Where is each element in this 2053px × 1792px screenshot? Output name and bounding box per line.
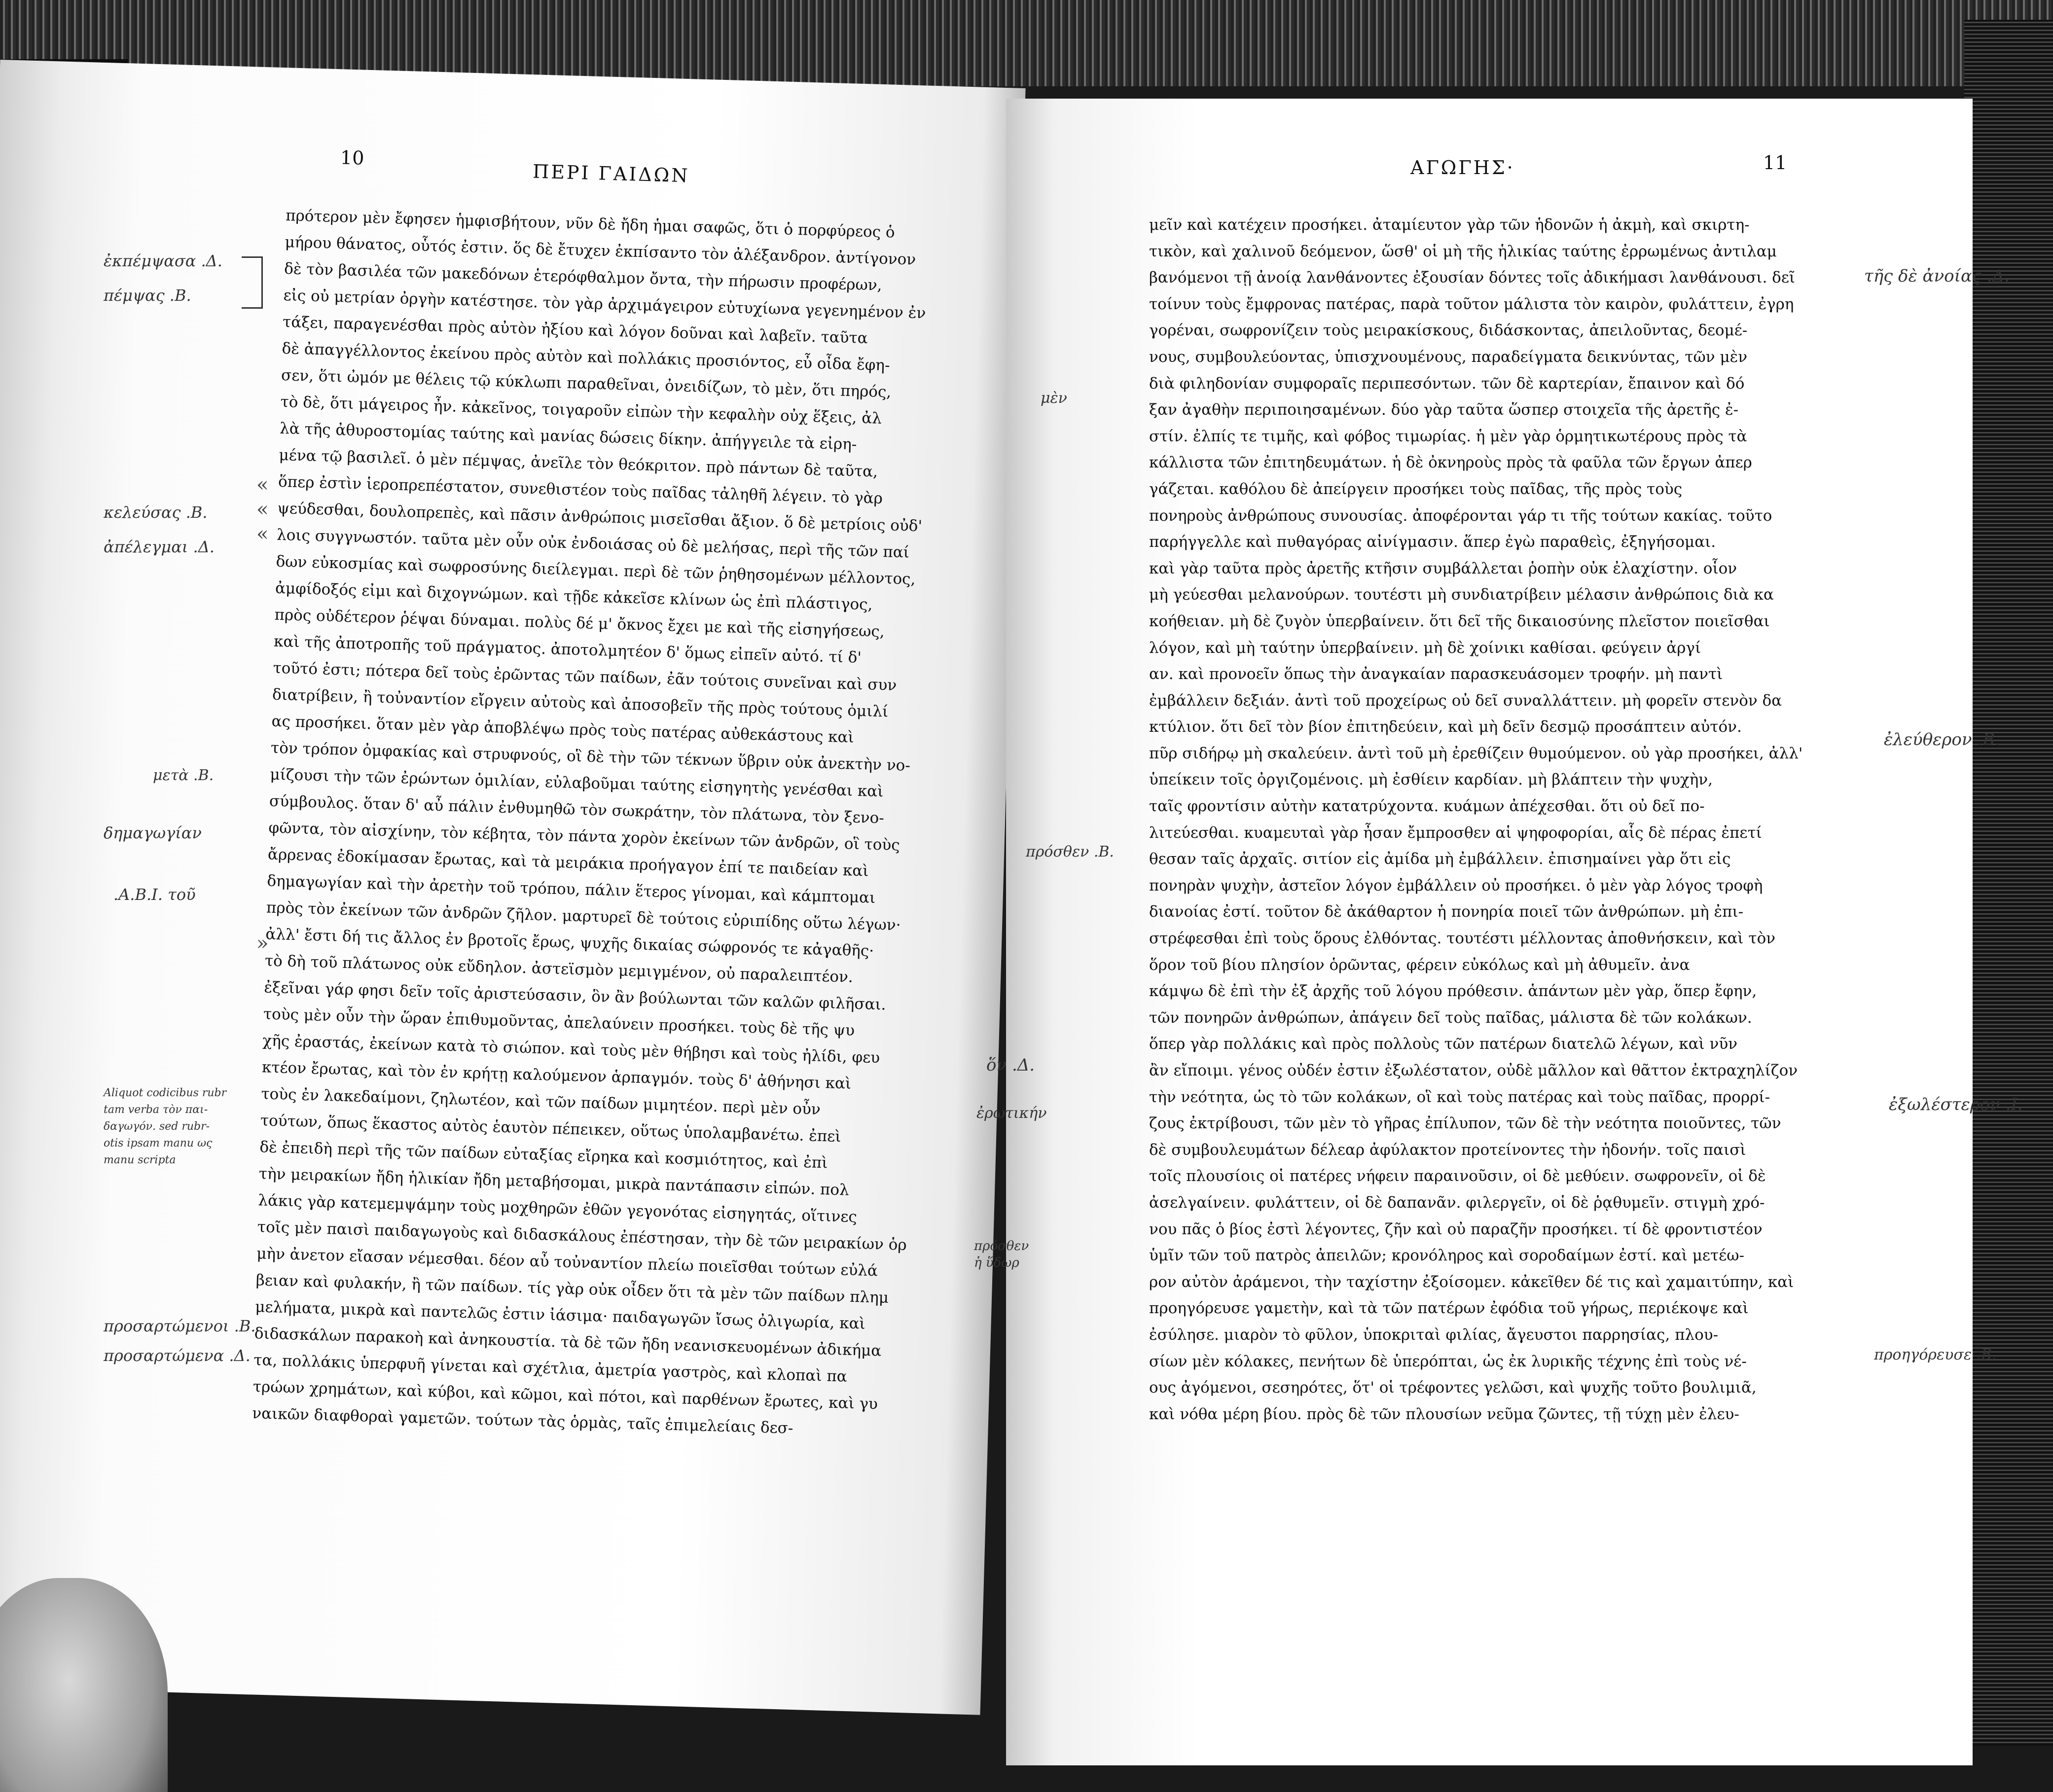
text-line: καὶ νόθα μέρη βίου. πρὸς δὲ τῶν πλουσίων νεῦμα ζῶντες, τῇ τύχῃ μὲν ἐλευ- [1149, 1405, 1739, 1423]
text-line: διὰ φιληδονίαν συμφοραῖς περιπεσόντων. τῶν δὲ καρτερίαν, ἔπαινον καὶ δό [1149, 374, 1745, 393]
margin-bracket [242, 256, 263, 309]
text-line: καὶ τῆς ἀποτροπῆς τοῦ πράγματος. ἀποτολμητέον δ' ὅμως εἰπεῖν αὐτό. τί δ' [273, 632, 862, 667]
margin-note-multiline [974, 1238, 1029, 1271]
left-folio: 10 [340, 146, 364, 169]
text-line: μὴν ἀνετον εἴασαν νέμεσθαι. δέον αὖ τοὐναντίον πλείω ποιεῖσθαι τούτων εὐλά [256, 1245, 878, 1280]
text-line: τικὸν, καὶ χαλινοῦ δεόμενον, ὥσθ' οἱ μὴ τῆς ἡλικίας ταύτης ἐρρωμένως ἀντιλαμ [1149, 242, 1777, 260]
text-line: σύμβουλος. ὅταν δ' αὖ πάλιν ἐνθυμηθῶ τὸν σωκράτην, τὸν πλάτωνα, τὸν ξενο- [269, 792, 885, 827]
margin-note-line: Aliquot codicibus rubr [104, 1087, 227, 1099]
text-line: γορέναι, σωφρονίζειν τοὺς μειρακίσκους, διδάσκοντας, ἀπειλοῦντας, δεομέ- [1149, 322, 1748, 340]
text-line: πρὸς οὐδέτερον ῥέψαι δύναμαι. πολὺς δέ μ' ὄκνος ἔχει με καὶ τῆς εἰσηγήσεως, [274, 606, 885, 641]
text-line: τοῖς μὲν παισὶ παιδαγωγοὺς καὶ διδασκάλους ἐπέστησαν, τὴν δὲ τῶν μειρακίων ὁρ [257, 1218, 907, 1254]
margin-note: .Α.Β.Ι. τοῦ [113, 885, 196, 904]
text-line: βειαν καὶ φυλακήν, ἢ τῶν παίδων. τίς γὰρ οὐκ οἶδεν ὅτι τὰ μὲν τῶν παίδων πλημ [255, 1271, 889, 1307]
text-line: ους ἀγόμενοι, σεσηρότες, ὅτ' οἱ τρέφοντες γελῶσι, καὶ ψυχῆς τοῦτο βουλιμιᾶ, [1149, 1379, 1757, 1397]
text-line: διδασκάλων παρακοὴ καὶ ἀνηκουστία. τὰ δὲ τῶν ἤδη νεανισκευομένων ἀδικήμα [254, 1325, 882, 1360]
text-line: ξαν ἀγαθὴν περιποιησαμένων. δύο γὰρ ταῦτα ὥσπερ στοιχεῖα τῆς ἀρετῆς ἐ- [1149, 401, 1739, 419]
text-line: τρώων χρημάτων, καὶ κύβοι, καὶ κῶμοι, καὶ πότοι, καὶ παρθένων ἔρωτες, καὶ γυ [252, 1378, 878, 1413]
text-line: ψεύδεσθαι, δουλοπρεπὲς, καὶ πᾶσιν ἀνθρώποις μισεῖσθαι ἄξιον. ὅ δὲ μετρίοις οὐδ' [277, 499, 923, 536]
text-line: νου πᾶς ὁ βίος ἐστὶ λέγοντες, ζῆν καὶ οὐ παραζῆν προσήκει. τί δὲ φροντιστέον [1149, 1220, 1763, 1238]
text-line: ζους ἐκτρίβουσι, τῶν μὲν τὸ γῆρας ἐπίλυπον, τῶν δὲ τὴν νεότητα ποιοῦντες, τῶν [1149, 1114, 1781, 1133]
text-line: χῆς ἐραστάς, ἐκείνων κατὰ τὸ σιώπον. καὶ τοὺς μὲν θήβησι καὶ τοὺς ἠλίδι, φευ [262, 1032, 880, 1067]
pointer-mark-icon: » [256, 932, 269, 955]
text-line: τοὺς ἐν λακεδαίμονι, ζηλωτέον, καὶ τῶν παίδων μιμητέον. περὶ μὲν οὖν [260, 1085, 821, 1118]
text-line: πονηρὰν ψυχὴν, ἀστεῖον λόγον ἐμβάλλειν οὐ προσήκει. ὁ μὲν γὰρ λόγος τροφὴ [1149, 876, 1763, 895]
text-line: πῦρ σιδήρῳ μὴ σκαλεύειν. ἀντὶ τοῦ μὴ ἐρεθίζειν θυμούμενον. οὐ γὰρ προσήκει, ἀλλ' [1149, 744, 1803, 762]
margin-note: προσαρτώμενοι .Β. [104, 1317, 256, 1335]
text-line: μένα τῷ βασιλεῖ. ὁ μὲν πέμψας, ἀνεῖλε τὸν θεόκριτον. πρὸ πάντων δὲ ταῦτα, [279, 446, 878, 481]
margin-note-line: manu scripta [104, 1154, 176, 1166]
text-line: στρέφεσθαι ἐπὶ τοὺς ὅρους ἐλθόντας. τουτέστι μέλλοντας ἀποθνήσκειν, καὶ τὸν [1149, 930, 1776, 948]
text-line: ἂν εἴποιμι. γένος οὐδέν ἐστιν ἐξωλέστατον, οὐδὲ μᾶλλον καὶ θᾶττον ἐκτραχηλίζον [1149, 1062, 1798, 1079]
text-line: ἀμφίδοξός εἰμι καὶ διχογνώμων. καὶ τῇδε κἀκεῖσε κλίνων ὡς ἐπὶ πλάστιγος, [275, 579, 873, 614]
margin-note: δημαγωγίαν [104, 824, 202, 842]
text-line: παρήγγελλε καὶ πυθαγόρας αἰνίγμασιν. ἅπερ ἐγὼ παραθεὶς, ἐξηγήσομαι. [1149, 533, 1716, 551]
margin-note: ἀπέλεγμαι .Δ. [104, 538, 215, 556]
text-line: νους, συμβουλεύοντας, ὑπισχνουμένους, παραδείγματα δεικνύντας, τῶν μὲν [1149, 348, 1748, 366]
text-line: ἀσελγαίνειν. φυλάττειν, οἱ δὲ δαπανᾶν. φιλεργεῖν, οἱ δὲ ῥᾳθυμεῖν. στιγμὴ χρό- [1149, 1193, 1765, 1212]
text-line: δὲ ἀπαγγέλλοντος ἐκείνου πρὸς αὐτὸν καὶ πολλάκις προσιόντος, εὖ οἶδα ἔφη- [282, 339, 890, 375]
text-line: ὅπερ γὰρ πολλάκις καὶ πρὸς πολλοὺς τῶν πατέρων διατελῶ λέγων, καὶ νῦν [1149, 1035, 1738, 1053]
margin-note: πέμψας .Β. [104, 286, 191, 305]
text-line: μεῖν καὶ κατέχειν προσήκει. ἀταμίευτον γὰρ τῶν ἡδονῶν ἡ ἀκμὴ, καὶ σκιρτη- [1149, 216, 1750, 234]
text-line: διανοίας ἐστί. τοῦτον δὲ ἀκάθαρτον ἡ πονηρία ποιεῖ τῶν ἀνθρώπων. μὴ ἐπι- [1149, 903, 1744, 921]
text-line: θεσαν ταῖς ἀρχαῖς. σιτίον εἰς ἀμίδα μὴ ἐμβάλλειν. ἐπισημαίνει γὰρ ὅτι εἰς [1149, 850, 1731, 868]
text-line: ὑμῖν τῶν τοῦ πατρὸς ἀπειλῶν; κρονόληρος καὶ σοροδαίμων ἐστί. καὶ μετέω- [1149, 1247, 1744, 1265]
text-line: κτύλιον. ὅτι δεῖ τὸν βίον ἐπιτηδεύειν, καὶ μὴ δεῖν δεσμῷ προσάπτειν αὐτόν. [1149, 718, 1742, 736]
text-line: λοις συγγνωστόν. ταῦτα μὲν οὖν οὐκ ἐνδοιάσας οὐ δὲ μελήσας, περὶ τῆς τῶν παί [276, 526, 910, 562]
text-line: πρὸς τὸν ἐκείνων τῶν ἀνδρῶν ζῆλον. μαρτυρεῖ δὲ τούτοις εὐριπίδης οὕτω λέγων· [266, 898, 901, 934]
text-line: μὴ γεύεσθαι μελανούρων. τουτέστι μὴ συνδιατρίβειν μέλασιν ἀνθρώποις διὰ κα [1149, 586, 1774, 604]
text-line: τῶν πονηρῶν ἀνθρώπων, ἀπάγειν δεῖ τοὺς παῖδας, μάλιστα δὲ τῶν κολάκων. [1149, 1008, 1752, 1027]
text-line: πρότερον μὲν ἔφησεν ἡμφισβήτουν, νῦν δὲ ἤδη ἡμαι σαφῶς, ὅτι ὁ πορφύρεος ὁ [285, 206, 896, 242]
quote-mark-icon: « [256, 498, 269, 521]
left-running-head: ΠΕΡΙ ΓΑΙΔΩΝ [532, 160, 690, 187]
text-line: τὴν νεότητα, ὡς τὸ τῶν κολάκων, οἳ καὶ τοὺς πατέρας καὶ τοὺς παῖδας, προρρί- [1149, 1088, 1770, 1106]
margin-note-line: δαγωγόν. sed rubr- [104, 1120, 210, 1133]
text-line: τούτων, ὅπως ἕκαστος αὐτὸς ἑαυτὸν πέπεικεν, οὕτως ὑπολαμβανέτω. ἐπεὶ [260, 1111, 841, 1146]
text-line: ὅρον τοῦ βίου πλησίον ὁρῶντας, φέρειν εὐκόλως καὶ μὴ ἀθυμεῖν. ἀνα [1149, 956, 1690, 974]
margin-note: μετὰ .Β. [153, 767, 214, 784]
margin-note: ἐκπέμψασα .Δ. [104, 251, 222, 270]
margin-note: πρόσθεν .Β. [1026, 843, 1114, 860]
text-line: δὲ ἐπειδὴ περὶ τῆς τῶν παίδων εὐταξίας εἴρηκα καὶ κοσμιότητος, καὶ ἐπὶ [259, 1138, 828, 1172]
text-line: ρον αὐτὸν ἀράμενοι, τὴν ταχίστην ἐξοίσομεν. κἀκεῖθεν δέ τις καὶ χαμαιτύπην, καὶ [1149, 1273, 1794, 1291]
text-line: ταῖς φροντίσιν αὐτὴν κατατρύχοντα. κυάμων ἀπέχεσθαι. ὅτι οὐ δεῖ πο- [1149, 797, 1705, 816]
text-line: δων εὐκοσμίας καὶ σωφροσύνης διείλεγμαι. περὶ δὲ τῶν ῥηθησομένων μέλλοντος, [276, 552, 916, 588]
text-line: τοῖς πλουσίοις οἱ πατέρες νήφειν παραινοῦσιν, οἱ δὲ μεθύειν. σωφρονεῖν, οἱ δὲ [1149, 1167, 1766, 1185]
text-line: προηγόρευσε γαμετὴν, καὶ τὰ τῶν πατέρων ἐφόδια τοῦ γήρως, περιέκοψε καὶ [1149, 1299, 1749, 1318]
margin-note: ἐρωτικήν [976, 1105, 1047, 1122]
text-line: μίζουσι τὴν τῶν ἐρώντων ὁμιλίαν, εὐλαβοῦμαι ταύτης εἰσηγητὴς γενέσθαι καὶ [270, 765, 884, 801]
text-line: τὴν μειρακίων ἤδη ἡλικίαν ἤδη μεταβήσομαι, μικρὰ παντάπασιν εἰπών. πολ [258, 1165, 850, 1199]
text-line: τοὺς μὲν οὖν τὴν ὥραν ἐπιθυμοῦντας, ἀπελαύνειν προσήκει. τοὺς δὲ τῆς ψυ [263, 1005, 855, 1039]
text-line: τα, πολλάκις ὑπερφυῆ γίνεται καὶ σχέτλια, ἀμετρία γαστρὸς, καὶ κλοπαὶ πα [253, 1351, 848, 1386]
text-line: ἄρρενας ἐδοκίμασαν ἔρωτας, καὶ τὰ μειράκια προήγαγον ἐπί τε παιδείαν καὶ [267, 845, 869, 880]
text-line: ἐξεῖναι γάρ φησι δεῖν τοῖς ἀριστεύσασιν, ὃν ἂν βούλωνται τῶν καλῶν φιλῆσαι. [264, 978, 887, 1014]
text-line: αν. καὶ προνοεῖν ὅπως τὴν ἀναγκαίαν παρασκευάσομεν τροφήν. μὴ παντὶ [1149, 665, 1723, 683]
left-page-text [252, 202, 957, 1445]
text-line: λόγον, καὶ μὴ ταύτην ὑπερβαίνειν. μὴ δὲ χοίνικι καθίσαι. φεύγειν ἀργί [1149, 639, 1701, 657]
text-line: ναικῶν διαφθοραὶ γαμετῶν. τούτων τὰς ὁρμὰς, ταῖς ἐπιμελείαις δεσ- [252, 1404, 793, 1437]
text-line: φῶντα, τὸν αἰσχίνην, τὸν κέβητα, τὸν πάντα χορὸν ἐκείνων τῶν ἀνδρῶν, οἳ τοὺς [268, 819, 900, 855]
margin-note: ἐξωλέστερον .Ι. [1889, 1095, 2023, 1114]
text-line: κοήθειαν. μὴ δὲ ζυγὸν ὑπερβαίνειν. ὅτι δεῖ τῆς δικαιοσύνης πλεῖστον ποιεῖσθαι [1149, 612, 1770, 630]
text-line: εἰς οὐ μετρίαν ὀργὴν κατέστησε. τὸν γὰρ ἀρχιμάγειρον εὐτυχίωνα γεγενημένον ἐν [283, 286, 926, 323]
text-line: ὑπείκειν τοῖς ὀργιζομένοις. μὴ ἐσθίειν καρδίαν. μὴ βλάπτειν τὴν ψυχὴν, [1149, 771, 1713, 789]
text-line: τὸ δὲ, ὅτι μάγειρος ἦν. κἀκεῖνος, τοιγαροῦν εἰπὼν τὴν κεφαλὴν οὐχ ἕξεις, ἀλ [280, 393, 882, 428]
text-line: ὅπερ ἐστὶν ἱεροπρεπέστατον, συνεθιστέον τοὺς παῖδας τἀληθῆ λέγειν. τὸ γὰρ [278, 472, 883, 508]
text-line: μελήματα, μικρὰ καὶ παντελῶς ἐστιν ἰάσιμα· παιδαγωγῶν ἴσως ὀλιγωρία, καὶ [254, 1298, 866, 1333]
text-line: λὰ τῆς ἀθυροστομίας ταύτης καὶ μανίας δώσεις δίκην. ἀπήγγειλε τὰ εἰρη- [279, 419, 857, 454]
text-line: στίν. ἐλπίς τε τιμῆς, καὶ φόβος τιμωρίας. ἡ μὲν γὰρ ὁρμητικωτέρους πρὸς τὰ [1149, 427, 1747, 445]
margin-note: προηγόρευσε .Β. [1874, 1346, 1997, 1363]
text-line: γάζεται. καθόλου δὲ ἀπείργειν προσήκει τοὺς παῖδας, τῆς πρὸς τοὺς [1149, 480, 1683, 498]
margin-note-line: tam verba τὸν παι- [104, 1104, 208, 1116]
text-line: δὲ τὸν βασιλέα τῶν μακεδόνων ἑτερόφθαλμον ὄντα, τὴν πήρωσιν προφέρων, [284, 259, 883, 294]
quote-mark-icon: « [256, 473, 269, 496]
text-line: σεν, ὅτι ὠμόν με θέλεις τῷ κύκλωπι παραθεῖναι, ὀνειδίζων, τὸ μὲν, ὅτι πηρός, [281, 366, 892, 401]
text-line: τοίνυν τοὺς ἔμφρονας πατέρας, παρὰ τοῦτον μάλιστα τὸν καιρὸν, φυλάττειν, ἐγρη [1149, 295, 1794, 313]
margin-note-line: ἡ ὕδωρ [974, 1255, 1019, 1270]
text-line: τὸ δὴ τοῦ πλάτωνος οὐκ εὔδηλον. ἀστεϊσμὸν μεμιγμένον, οὐ παραλειπτέον. [264, 952, 854, 986]
margin-note: μὲν [1041, 390, 1067, 407]
right-folio: 11 [1763, 152, 1787, 174]
margin-note-line: otis ipsam manu ως [104, 1137, 213, 1149]
text-line: δημαγωγίαν καὶ τὴν ἀρετὴν τοῦ τρόπου, πάλιν ἕτερος γίνομαι, καὶ κάμπτομαι [267, 872, 876, 907]
quote-mark-icon: « [256, 523, 269, 545]
text-line: κάμψω δὲ ἐπὶ τὴν ἐξ ἀρχῆς τοῦ λόγου πρόθεσιν. ἁπάντων μὲν γὰρ, ὅπερ ἔφην, [1149, 982, 1757, 1001]
text-line: ας προσήκει. ὅταν μὲν γὰρ ἀποβλέψω πρὸς τοὺς πατέρας αὐθεκάστους καὶ [271, 712, 855, 747]
margin-note: τῆς δὲ ἀνοίας .Δ. [1864, 266, 2010, 286]
text-line: μήρου θάνατος, οὗτός ἐστιν. ὅς δὲ ἔτυχεν ἐκπίσαντο τὸν ἀλέξανδρον. ἀντίγονον [285, 233, 916, 269]
text-line: λιτεύεσθαι. κυαμευταὶ γὰρ ἦσαν ἔμπροσθεν αἱ ψηφοφορίαι, αἷς δὲ πέρας ἐπετί [1149, 824, 1762, 842]
text-line: ἐσύλησε. μιαρὸν τὸ φῦλον, ὑποκριταὶ φιλίας, ἄγευστοι παρρησίας, πλου- [1149, 1326, 1719, 1344]
text-line: τάξει, παραγενέσθαι πρὸς αὐτὸν ἠξίου καὶ λόγον δοῦναι καὶ λαβεῖν. ταῦτα [282, 313, 868, 348]
margin-note: ἐλεύθερον .Β. [1884, 730, 2000, 750]
text-line: πονηροὺς ἀνθρώπους συνουσίας. ἀποφέρονται γάρ τι τῆς τούτων κακίας. τοῦτο [1149, 506, 1772, 525]
text-line: κάλλιστα τῶν ἐπιτηδευμάτων. ἡ δὲ ὀκνηροὺς πρὸς τὰ φαῦλα τῶν ἔργων ἀπερ [1149, 454, 1752, 472]
text-line: τοῦτό ἐστι; πότερα δεῖ τοὺς ἐρῶντας τῶν παίδων, ἐᾶν τούτοις συνεῖναι καὶ συν [273, 659, 897, 694]
margin-note: προσαρτώμενα .Δ. [104, 1346, 251, 1365]
text-line: κτέον ἔρωτας, καὶ τὸν ἐν κρήτῃ καλούμενον ἁρπαγμόν. τοὺς δ' ἀθήνησι καὶ [261, 1058, 852, 1093]
text-line: λάκις γὰρ κατεμεμψάμην τοὺς μοχθηρῶν ἐθῶν γεγονότας εἰσηγητάς, οἵτινες [257, 1191, 858, 1226]
margin-note: ὅν .Δ. [986, 1055, 1035, 1075]
right-page-text [1149, 212, 1854, 1428]
margin-note-line: πρόσθεν [974, 1239, 1029, 1254]
text-line: βανόμενοι τῇ ἀνοίᾳ λανθάνοντες ἐξουσίαν δόντες τοῖς ἀδικήμασι λανθάνουσι. δεῖ [1149, 269, 1796, 287]
text-line: διατρίβειν, ἢ τοὐναντίον εἴργειν αὐτοὺς καὶ ἀποσοβεῖν τῆς πρὸς τούτους ὁμιλί [272, 685, 889, 721]
text-line: ἀλλ' ἔστι δή τις ἄλλος ἐν βροτοῖς ἔρως, ψυχῆς δικαίας σώφρονός τε κἀγαθῆς· [265, 925, 874, 960]
margin-note: κελεύσας .Β. [104, 503, 208, 522]
text-line: σίων μὲν κόλακες, πενήτων δὲ ὑπερόπται, ὡς ἐκ λυρικῆς τέχνης ἐπὶ τοὺς νέ- [1149, 1352, 1747, 1370]
text-line: ἐμβάλλειν δεξιάν. ἀντὶ τοῦ προχείρως οὐ δεῖ συναλλάττειν. μὴ φορεῖν στενὸν δα [1149, 691, 1782, 710]
text-line: δὲ συμβουλευμάτων δέλεαρ ἀφύλακτον προτείνοντες τὴν ἡδονήν. τοῖς παισὶ [1149, 1141, 1746, 1159]
text-line: τὸν τρόπον ὀμφακίας καὶ στρυφνούς, οἳ δὲ τὴν τῶν τέκνων ὕβριν οὐκ ἀνεκτὴν νο- [270, 739, 911, 775]
text-line: καὶ γὰρ ταῦτα πρὸς ἀρετῆς κτῆσιν συμβάλλεται ῥοπὴν οὐκ ἐλαχίστην. οἷον [1149, 559, 1737, 577]
right-running-head: ΑΓΩΓΗΣ· [1410, 157, 1515, 179]
margin-note-latin [104, 1085, 226, 1169]
